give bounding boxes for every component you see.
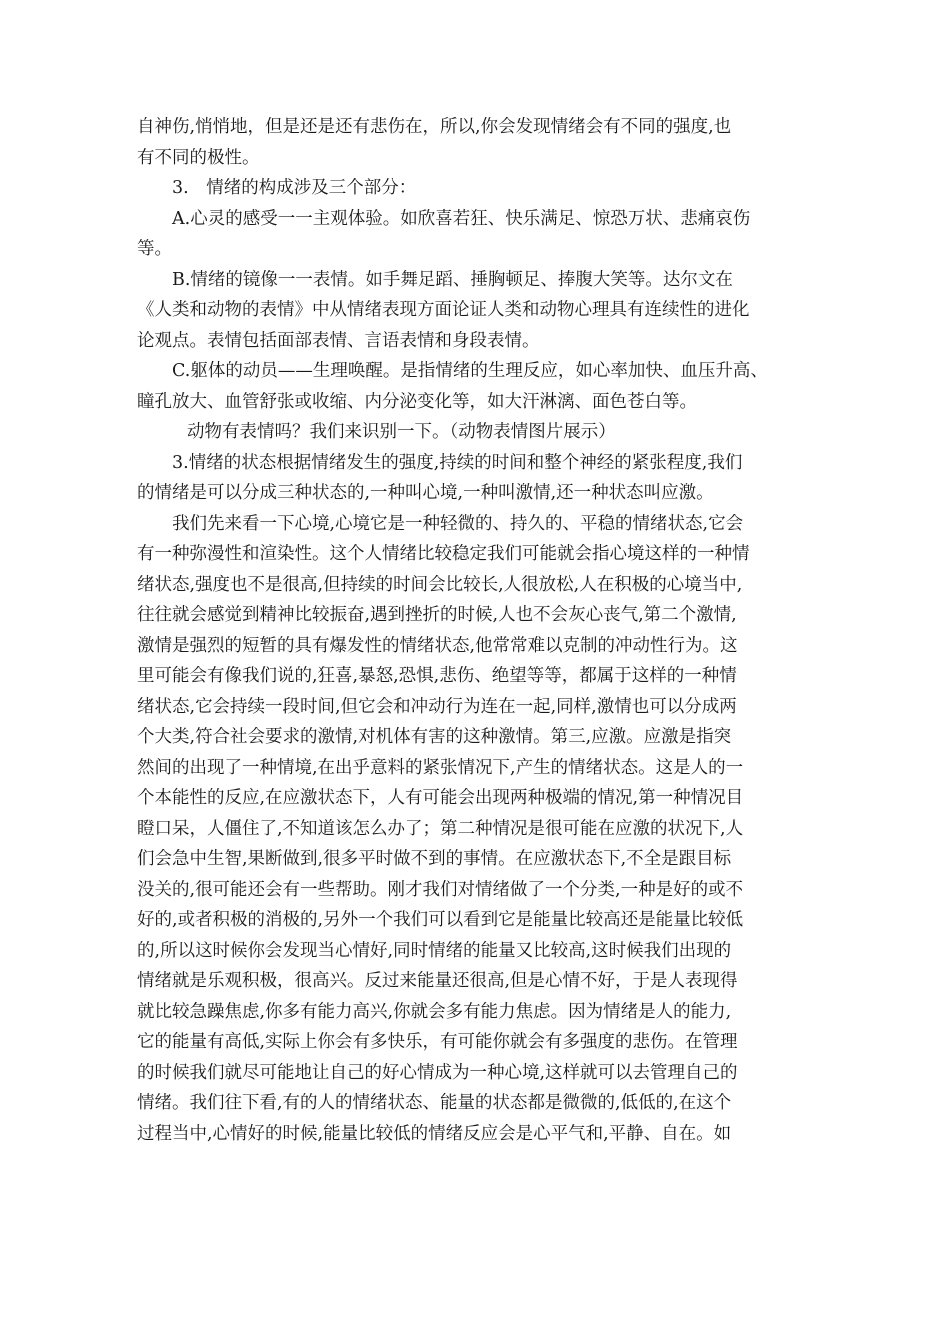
text-line: 动物有表情吗？我们来识别一下。（动物表情图片展示） — [187, 422, 616, 442]
text-line: 瞪口呆，人僵住了,不知道该怎么办了；第二种情况是很可能在应激的状况下,人 — [137, 818, 744, 839]
document-body — [137, 112, 817, 1149]
text-line: 论观点。表情包括面部表情、言语表情和身段表情。 — [137, 330, 540, 351]
text-line: 《人类和动物的表情》中从情绪表现方面论证人类和动物心理具有连续性的进化 — [137, 300, 750, 320]
text-line: 然间的出现了一种情境,在出乎意料的紧张情况下,产生的情绪状态。这是人的一 — [137, 757, 744, 778]
text-line: 有一种弥漫性和渲染性。这个人情绪比较稳定我们可能就会指心境这样的一种情 — [137, 544, 750, 564]
text-line: 个大类,符合社会要求的激情,对机体有害的这种激情。第三,应激。应激是指突 — [137, 727, 732, 747]
text-line: 激情是强烈的短暂的具有爆发性的情绪状态,他常常难以克制的冲动性行为。这 — [137, 635, 738, 656]
text-line: C.躯体的动员——生理唤醒。是指情绪的生理反应，如心率加快、血压升高、 — [172, 361, 768, 381]
text-line: 往往就会感觉到精神比较振奋,遇到挫折的时候,人也不会灰心丧气,第二个激情, — [137, 605, 737, 625]
text-line: B.情绪的镜像一一表情。如手舞足蹈、捶胸顿足、捧腹大笑等。达尔文在 — [172, 269, 733, 290]
text-line: 们会急中生智,果断做到,很多平时做不到的事情。在应激状态下,不全是跟目标 — [137, 849, 732, 869]
text-line: 它的能量有高低,实际上你会有多快乐，有可能你就会有多强度的悲伤。在管理 — [137, 1032, 738, 1052]
text-line: 我们先来看一下心境,心境它是一种轻微的、持久的、平稳的情绪状态,它会 — [172, 513, 744, 534]
text-line: 没关的,很可能还会有一些帮助。刚才我们对情绪做了一个分类,一种是好的或不 — [137, 879, 744, 900]
text-line: 有不同的极性。 — [137, 147, 260, 168]
text-line: 就比较急躁焦虑,你多有能力高兴,你就会多有能力焦虑。因为情绪是人的能力, — [137, 1001, 732, 1022]
text-line: 过程当中,心情好的时候,能量比较低的情绪反应会是心平气和,平静、自在。如 — [137, 1123, 732, 1144]
text-line: 等。 — [137, 239, 172, 259]
text-line: 的时候我们就尽可能地让自己的好心情成为一种心境,这样就可以去管理自己的 — [137, 1062, 738, 1083]
text-line: 好的,或者积极的消极的,另外一个我们可以看到它是能量比较高还是能量比较低 — [137, 910, 744, 930]
text-line: 的,所以这时候你会发现当心情好,同时情绪的能量又比较高,这时候我们出现的 — [137, 940, 732, 961]
text-line: 绪状态,强度也不是很高,但持续的时间会比较长,人很放松,人在积极的心境当中, — [137, 574, 743, 595]
text-line: 里可能会有像我们说的,狂喜,暴怒,恐惧,悲伤、绝望等等，都属于这样的一种情 — [137, 666, 737, 686]
text-line: 瞳孔放大、血管舒张或收缩、内分泌变化等，如大汗淋漓、面色苍白等。 — [137, 391, 697, 412]
text-line: 情绪。我们往下看,有的人的情绪状态、能量的状态都是微微的,低低的,在这个 — [137, 1093, 732, 1113]
text-line: 绪状态,它会持续一段时间,但它会和冲动行为连在一起,同样,激情也可以分成两 — [137, 696, 737, 717]
text-line: 3.情绪的状态根据情绪发生的强度,持续的时间和整个神经的紧张程度,我们 — [172, 452, 743, 473]
text-line: 情绪就是乐观积极，很高兴。反过来能量还很高,但是心情不好，于是人表现得 — [137, 971, 738, 991]
text-line: 3. 情绪的构成涉及三个部分： — [172, 178, 417, 198]
text-line: 自神伤,悄悄地，但是还是还有悲伤在，所以,你会发现情绪会有不同的强度,也 — [137, 117, 732, 137]
text-line: A.心灵的感受一一主观体验。如欣喜若狂、快乐满足、惊恐万状、悲痛哀伤 — [172, 208, 751, 229]
text-line: 的情绪是可以分成三种状态的,一种叫心境,一种叫激情,还一种状态叫应激。 — [137, 483, 714, 503]
text-line: 个本能性的反应,在应激状态下，人有可能会出现两种极端的情况,第一种情况目 — [137, 788, 744, 808]
